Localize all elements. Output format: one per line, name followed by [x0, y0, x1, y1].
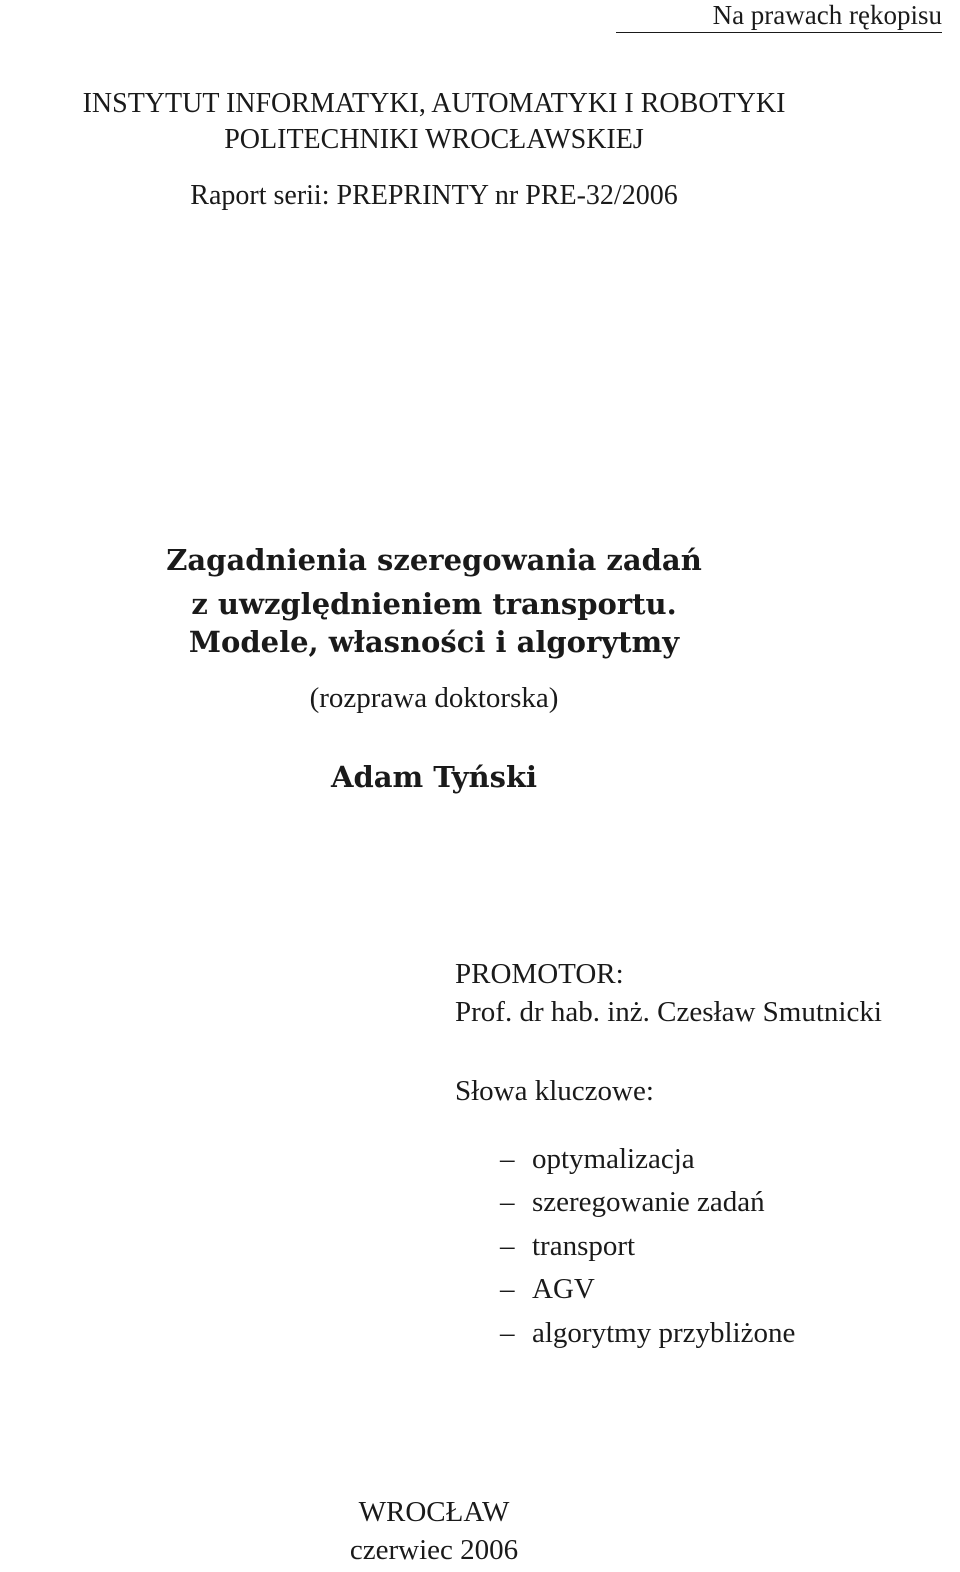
keyword-item — [500, 1311, 795, 1355]
keyword-dash: – — [500, 1186, 515, 1219]
manuscript-note: Na prawach rękopisu — [616, 0, 942, 33]
keyword-dash: – — [500, 1142, 515, 1175]
keyword-text: AGV — [532, 1273, 595, 1306]
keyword-dash: – — [500, 1273, 515, 1306]
keyword-text: szeregowanie zadań — [532, 1186, 765, 1219]
keyword-item — [500, 1224, 795, 1268]
publication-city: WROCŁAW — [358, 1496, 510, 1528]
institute-name-line1: INSTYTUT INFORMATYKI, AUTOMATYKI I ROBOTYKI — [82, 88, 786, 119]
keyword-text: transport — [532, 1229, 636, 1262]
publication-date: czerwiec 2006 — [349, 1534, 519, 1566]
thesis-type: (rozprawa doktorska) — [309, 682, 559, 714]
keyword-text: optymalizacja — [532, 1142, 695, 1175]
keywords-label: Słowa kluczowe: — [455, 1075, 654, 1107]
thesis-title-line1: Zagadnienia szeregowania zadań — [166, 543, 702, 577]
keyword-dash: – — [500, 1229, 515, 1262]
keyword-dash: – — [500, 1316, 515, 1349]
keyword-item — [500, 1181, 795, 1225]
author-name: Adam Tyński — [330, 760, 538, 794]
keyword-item — [500, 1137, 795, 1181]
keywords-list — [500, 1137, 795, 1355]
keyword-item — [500, 1268, 795, 1312]
report-series: Raport serii: PREPRINTY nr PRE-32/2006 — [190, 180, 678, 211]
promotor-label: PROMOTOR: — [455, 958, 624, 990]
thesis-title-line3: Modele, własności i algorytmy — [188, 625, 680, 659]
thesis-title-line2: z uwzględnieniem transportu. — [191, 587, 677, 621]
keyword-text: algorytmy przybliżone — [532, 1316, 796, 1349]
promotor-name: Prof. dr hab. inż. Czesław Smutnicki — [455, 996, 882, 1028]
institute-name-line2: POLITECHNIKI WROCŁAWSKIEJ — [224, 124, 644, 155]
